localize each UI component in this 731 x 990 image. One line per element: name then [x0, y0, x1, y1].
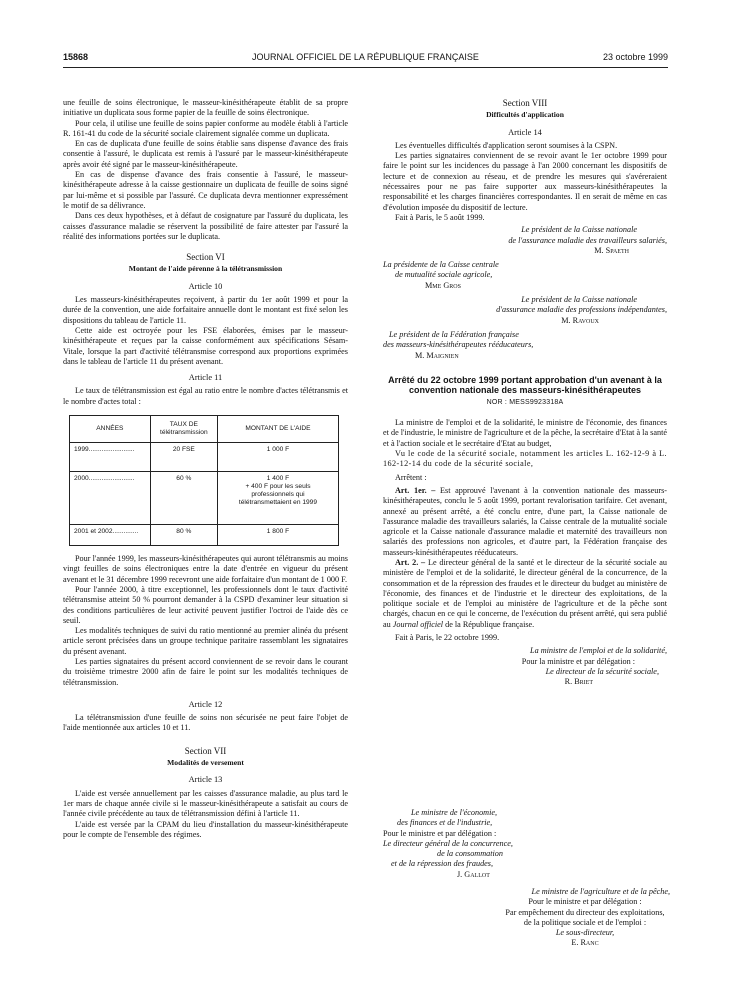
paragraph: Les parties signataires du présent accord conviennent de se revoir dans le courant du troisième trimestre 2000 afin de faire le point sur les modalités techniques de télétransmission. — [63, 656, 348, 687]
table-row — [70, 525, 339, 546]
cell-annee: 2000......................... — [70, 472, 151, 525]
paragraph: Pour l'année 2000, à titre exceptionnel, les professionnels dont le taux d'activité télétransmise atteint 50 % pourront demander à la CSPD d'examiner leur situation si des conditions particulières de leur activité peuvent justifier l'octroi de l'aide dès ce seuil. — [63, 584, 348, 625]
article-title: Article 13 — [188, 775, 223, 785]
paragraph: Cette aide est octroyée pour les FSE élaborées, émises par le masseur-kinésithérapeute et reçues par la caisse conformément aux spécifications Sésam-Vitale, lorsque la part d'activité télétransmise correspond aux proportions exprimées dans le tableau de l'article 11 du présent avenant. — [63, 325, 348, 366]
cell-annee: 1999......................... — [70, 443, 151, 472]
column-header-taux-line1: TAUX DE — [169, 421, 198, 429]
article-label: Art. 1er. – — [395, 485, 436, 495]
paragraph: En cas de duplicata d'une feuille de soins établie sans dispense d'avance des frais consentie à l'assuré, le duplicata est remis à l'assuré par le masseur-kinésithérapeute après avoir été signé par le masseur-kinésithérapeute. — [63, 139, 348, 169]
paragraph: En cas de dispense d'avance des frais consentie à l'assuré, le masseur-kinésithérapeute adresse à la caisse gestionnaire un duplicata de feuille de soins signé par lui-même et si possible par l'assuré. Ce duplicata devra mentionner expressément le motif de sa délivrance. — [63, 170, 348, 210]
article-2 — [383, 558, 667, 630]
section-title: Section VII — [184, 745, 227, 756]
date-line: Fait à Paris, le 22 octobre 1999. — [395, 633, 500, 643]
article-title: Article 12 — [188, 699, 223, 709]
signatory-name: J. Gallot — [457, 869, 490, 879]
paragraph: Les masseurs-kinésithérapeutes reçoivent, à partir du 1er août 1999 et pour la durée de la convention, une aide forfaitaire annuelle dont le montant est fixé selon les dispositions du tableau de l'article 11. — [63, 295, 348, 325]
date-line: Fait à Paris, le 5 août 1999. — [395, 212, 485, 222]
issue-date: 23 octobre 1999 — [602, 52, 668, 62]
paragraph: Les éventuelles difficultés d'application seront soumises à la CSPN. — [395, 140, 618, 150]
cell-annee: 2001 et 2002.............. — [70, 525, 151, 546]
paragraph: Les modalités techniques de suivi du ratio mentionné au premier alinéa du présent article seront précisées dans un groupe technique paritaire rassemblant les signataires du présent avenant. — [63, 626, 348, 656]
signature-block — [383, 225, 667, 256]
signatory-name: Mme Gros — [425, 280, 461, 290]
signatory-name: M. Ravoux — [561, 315, 599, 325]
signatory-title: Le ministre de l'économie, — [411, 808, 498, 817]
paragraph: Pour cela, il utilise une feuille de soins papier conforme au modèle établi à l'article R. 161-41 du code de la sécurité sociale clairement signalée comme un duplicata. — [63, 118, 348, 138]
paragraph: Le taux de télétransmission est égal au ratio entre le nombre d'actes télétransmis et le nombre d'actes total : — [63, 386, 348, 406]
paragraph: Pour l'année 1999, les masseurs-kinésithérapeutes qui auront télétransmis au moins vingt feuilles de soins électroniques entre la date d'entrée en vigueur du présent avenant et le 31 décembre 1999 recevront une aide forfaitaire d'un montant de 1 000 F. — [63, 554, 348, 584]
table-header-row — [70, 416, 339, 443]
nor-reference: NOR : MESS9923318A — [486, 398, 564, 406]
header-rule — [63, 67, 668, 68]
signatory-title: de mutualité sociale agricole, — [395, 270, 493, 280]
signature-block — [383, 295, 667, 326]
signatory-delegation: Pour la ministre et par délégation : — [521, 656, 635, 666]
article-title: Article 10 — [188, 281, 223, 291]
section-heading: Difficultés d'application — [486, 110, 564, 120]
signature-block — [383, 330, 667, 361]
paragraph: Vu le code de la sécurité sociale, notamment les articles L. 162-12-9 à L. 162-12-14 du code de la sécurité sociale, — [383, 449, 667, 469]
section-heading: Modalités de versement — [167, 758, 244, 768]
section-heading: Montant de l'aide pérenne à la télétransmission — [128, 264, 283, 274]
arrete-title: Arrêté du 22 octobre 1999 portant approbation d'un avenant à la convention nationale des masseurs-kinésithérapeutes — [388, 374, 662, 395]
cell-taux: 20 FSE — [150, 443, 217, 472]
signatory-title: Le ministre de l'agriculture et de la pêche, — [531, 887, 670, 896]
signatory-title: de la consommation — [437, 849, 503, 859]
section-title: Section VI — [186, 252, 225, 263]
table-row — [70, 443, 339, 472]
table-row — [70, 472, 339, 525]
signatory-title: d'assurance maladie des professions indépendantes, — [496, 305, 667, 315]
signatory-title: des finances et de l'industrie, — [397, 818, 493, 828]
signatory-title: Le président de la Caisse nationale — [521, 225, 637, 235]
journal-officiel-ref: Journal officiel — [392, 619, 444, 629]
signatory-name: R. Briet — [564, 677, 593, 687]
column-header-montant: MONTANT DE L'AIDE — [217, 416, 338, 443]
signature-block — [383, 260, 667, 291]
article-text: Est approuvé l'avenant à la convention nationale des masseurs-kinésithérapeutes, conclu le 5 août 1999, portant revalorisation tarifaire. Cet avenant, annexé au présent arrêté, a été conclu entre, d'une part, la Caisse nationale de l'assurance maladie des travailleurs salariés, la Caisse centrale de la mutualité sociale agricole et la Caisse nationale d'assurance maladie et maternité des travailleurs non salariés des professions non agricoles, et d'autre part, la Fédération française des masseurs-kinésithérapeutes rééducateurs. — [383, 485, 667, 557]
signatory-title: La ministre de l'emploi et de la solidarité, — [530, 646, 667, 656]
column-header-annees: ANNÉES — [70, 416, 151, 443]
signatory-delegation: Pour le ministre et par délégation : — [383, 828, 497, 838]
cell-taux: 60 % — [150, 472, 217, 525]
section-title: Section VIII — [502, 98, 548, 108]
cell-taux: 80 % — [150, 525, 217, 546]
signatory-title: de l'assurance maladie des travailleurs salariés, — [508, 235, 667, 245]
column-header-taux — [150, 416, 217, 443]
paragraph: Les parties signataires conviennent de se revoir avant le 1er octobre 1999 pour faire le point sur les incidences du passage à l'an 2000 concernant les dispositifs de lecture et de connexion au réseau, et de prendre les mesures qui s'avéreraient nécessaires pour ne pas faire supporter aux masseurs-kinésithérapeutes la responsabilité et les charges financières correspondantes. Il en serait de même en cas d'évolution imposée du dispositif de lecture. — [383, 151, 667, 212]
signatory-title: Le président de la Caisse nationale — [521, 295, 637, 305]
article-label: Art. 2. – — [395, 557, 426, 567]
signature-block-agriculture — [460, 887, 710, 949]
signatory-name: M. Spaeth — [594, 245, 629, 255]
article-text: Le directeur général de la santé et le directeur de la sécurité sociale au ministère de l'emploi et de la solidarité, le directeur général de la concurrence, de la consommation et de la répression des fraudes et le directeur du budget au ministère de l'économie, des finances et de l'industrie et le directeur des exploitations, de la politique sociale et de l'emploi au ministère de l'agriculture et de la pêche sont chargés, chacun en ce qui le concerne, de l'exécution du présent arrêté, qui sera publié au — [383, 557, 667, 629]
left-column — [63, 98, 348, 840]
cell-montant — [217, 472, 338, 525]
signatory-title: La présidente de la Caisse centrale — [383, 260, 499, 270]
cell-montant: 1 000 F — [217, 443, 338, 472]
signatory-delegation: Par empêchement du directeur des exploitations, — [505, 907, 665, 917]
paragraph: La ministre de l'emploi et de la solidarité, le ministre de l'économie, des finances et de l'industrie, le ministre de l'agriculture et de la pêche, la secrétaire d'Etat à la santé et à l'action sociale et le secrétaire d'Etat au budget, — [383, 418, 667, 448]
signatory-name: E. Ranc — [571, 938, 599, 948]
page-header — [63, 52, 668, 68]
cell-montant: 1 800 F — [217, 525, 338, 546]
arretent-line: Arrêtent : — [395, 472, 427, 482]
telétransmission-rate-table — [69, 415, 339, 546]
article-1 — [383, 486, 667, 558]
signatory-title: Le sous-directeur, — [555, 928, 615, 938]
paragraph: L'aide est versée annuellement par les caisses d'assurance maladie, au plus tard le 1er mars de chaque année civile si le masseur-kinésithérapeute a satisfait au cours de l'année civile précédente au taux de télétransmission défini à l'article 11. — [63, 788, 348, 819]
column-header-taux-line2: télétransmission — [159, 429, 208, 437]
paragraph: L'aide est versée par la CPAM du lieu d'installation du masseur-kinésithérapeute pour le compte de l'ensemble des régimes. — [63, 819, 348, 839]
paragraph: La télétransmission d'une feuille de soins non sécurisée ne peut faire l'objet de l'aide mentionnée aux articles 10 et 11. — [63, 713, 348, 733]
signatory-title: Le directeur général de la concurrence, — [383, 838, 513, 848]
article-title: Article 11 — [188, 373, 223, 383]
signatory-name: M. Maignien — [415, 350, 459, 360]
signatory-delegation: de la politique sociale et de l'emploi : — [523, 917, 647, 927]
montant-line: professionnels qui — [251, 491, 305, 499]
signatory-title: et de la répression des fraudes, — [391, 859, 494, 869]
montant-line: + 400 F pour les seuls — [245, 483, 311, 491]
page-number: 15868 — [63, 52, 89, 62]
article-title: Article 14 — [508, 127, 542, 137]
signatory-title: Le directeur de la sécurité sociale, — [545, 666, 659, 676]
signature-block — [383, 646, 667, 687]
paragraph: une feuille de soins électronique, le masseur-kinésithérapeute établit de sa propre initiative un duplicata sous forme papier de la feuille de soins électronique. — [63, 98, 348, 118]
signature-block-economie — [383, 808, 667, 880]
signatory-delegation: Pour le ministre et par délégation : — [528, 897, 642, 907]
article-text-end: de la République française. — [445, 619, 535, 629]
montant-line: 1 400 F — [266, 475, 290, 483]
paragraph: Dans ces deux hypothèses, et à défaut de cosignature par l'assuré du duplicata, les caisses d'assurance maladie se réservent la possibilité de faire attester par l'assuré la réalité des informations portées sur le duplicata. — [63, 211, 348, 241]
signatory-title: des masseurs-kinésithérapeutes rééducateurs, — [383, 340, 534, 350]
montant-line: télétransmettaient en 1999 — [238, 499, 318, 507]
journal-title: JOURNAL OFFICIEL DE LA RÉPUBLIQUE FRANÇAISE — [252, 52, 479, 62]
signatory-title: Le président de la Fédération française — [389, 329, 519, 339]
right-column — [383, 98, 667, 798]
